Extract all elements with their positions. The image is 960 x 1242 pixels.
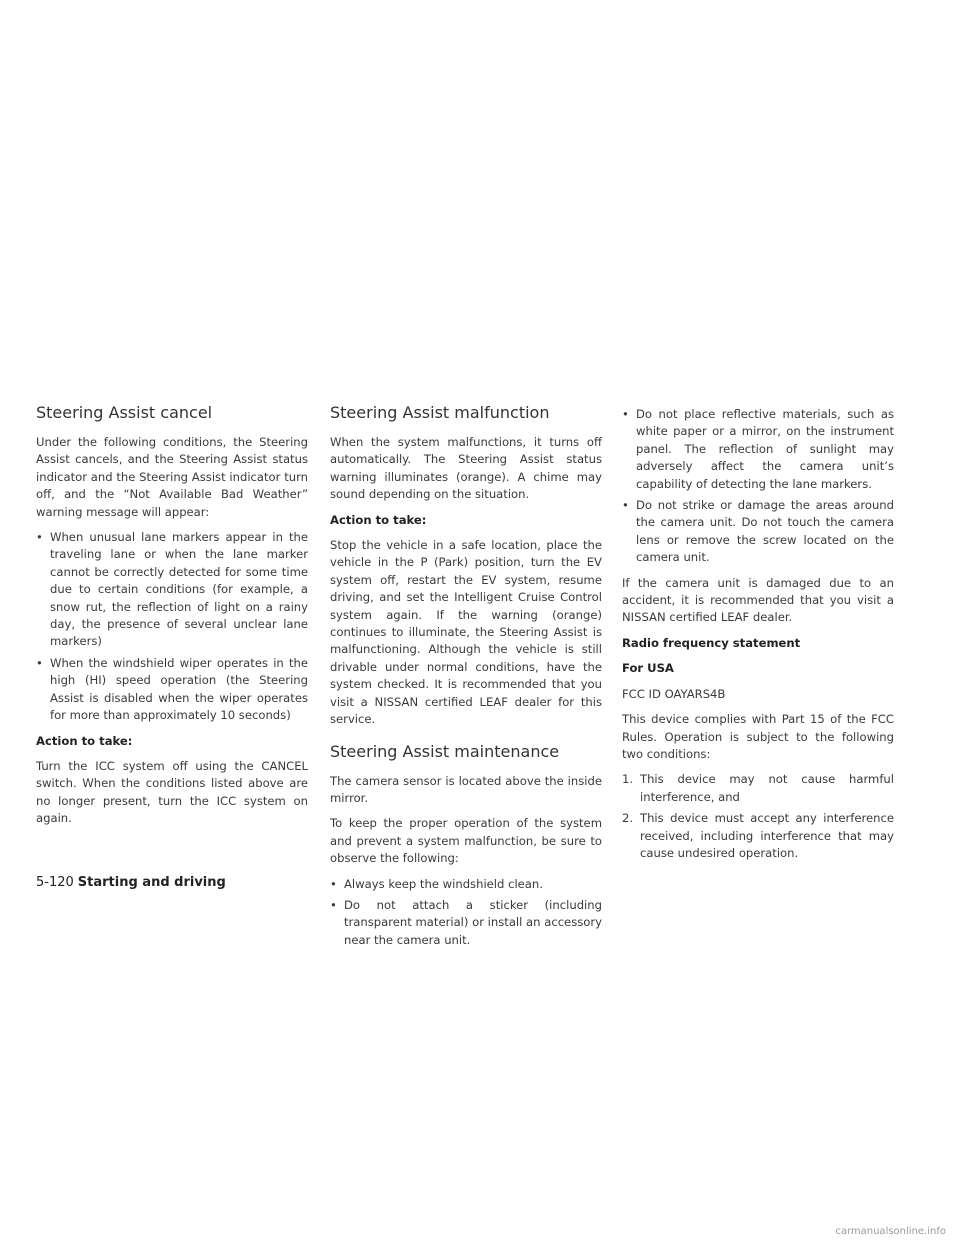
list-item: • Do not attach a sticker (including transparent material) or install an accessory near the camera unit. <box>330 897 602 947</box>
bullet-marker: • <box>36 655 43 670</box>
paragraph: Stop the vehicle in a safe location, place the vehicle in the P (Park) position, turn the EV system off, restart the EV system, resume driving, and set the Intelligent Cruise Control system again. If the warning (orange) continues to illuminate, the Steering Assist is malfunctioning. Although the vehicle is still drivable under normal conditions, have the system checked. It is recommended that you visit a NISSAN certified LEAF dealer for this service. <box>330 538 602 727</box>
radio-frequency-heading: Radio frequency statement <box>622 635 801 650</box>
fcc-id: FCC ID OAYARS4B <box>622 686 726 701</box>
action-label: Action to take: <box>36 733 133 748</box>
number-marker: 2. <box>622 811 634 826</box>
list-item: • Do not place reflective materials, such as white paper or a mirror, on the instrument panel. The reflection of sunlight may adversely affect the camera unit’s capability of detecting the lane markers. <box>622 407 894 491</box>
list-item: 1. This device may not cause harmful interference, and <box>622 772 894 804</box>
bullet-list <box>330 876 602 950</box>
bullet-marker: • <box>330 897 337 912</box>
page-footer <box>36 875 226 890</box>
paragraph: Under the following conditions, the Steering Assist cancels, and the Steering Assist status indicator and the Steering Assist indicator turn off, and the “Not Available Bad Weather” warning message will appear: <box>36 435 308 519</box>
page-number: 5-120 <box>36 875 74 890</box>
paragraph: If the camera unit is damaged due to an accident, it is recommended that you visit a NISSAN certified LEAF dealer. <box>622 575 894 625</box>
column-3 <box>622 406 894 870</box>
watermark: carmanualsonline.info <box>835 1226 946 1237</box>
bullet-marker: • <box>36 530 43 545</box>
list-item: 2. This device must accept any interference received, including interference that may cause undesired operation. <box>622 811 894 860</box>
bullet-marker: • <box>330 876 337 891</box>
column-1 <box>36 402 308 836</box>
section-heading-steering-assist-malfunction: Steering Assist malfunction <box>330 403 550 422</box>
number-marker: 1. <box>622 772 634 787</box>
bullet-marker: • <box>622 407 629 421</box>
bullet-marker: • <box>622 498 629 513</box>
list-item: • Do not strike or damage the areas around the camera unit. Do not touch the camera lens or remove the screw located on the camera unit. <box>622 498 894 565</box>
column-2 <box>330 402 602 957</box>
action-label: Action to take: <box>330 512 427 527</box>
paragraph: The camera sensor is located above the inside mirror. <box>330 773 602 805</box>
list-item: • When the windshield wiper operates in the high (HI) speed operation (the Steering Assist is disabled when the wiper operates for more than approximately 10 seconds) <box>36 655 308 723</box>
bullet-list <box>36 529 308 724</box>
list-item: • When unusual lane markers appear in the traveling lane or when the lane marker cannot be correctly detected for some time due to certain conditions (for example, a snow rut, the reflection of light on a rainy day, the presence of several unclear lane markers) <box>36 530 308 649</box>
numbered-list <box>622 771 894 862</box>
paragraph: When the system malfunctions, it turns off automatically. The Steering Assist status warning illuminates (orange). A chime may sound depending on the situation. <box>330 435 602 502</box>
section-heading-steering-assist-cancel: Steering Assist cancel <box>36 403 213 422</box>
list-item: • Always keep the windshield clean. <box>330 876 602 893</box>
section-title: Starting and driving <box>77 875 226 890</box>
paragraph: Turn the ICC system off using the CANCEL switch. When the conditions listed above are no longer present, turn the ICC system on again. <box>36 758 308 826</box>
bullet-list <box>622 406 894 567</box>
section-heading-steering-assist-maintenance: Steering Assist maintenance <box>330 741 560 761</box>
paragraph: To keep the proper operation of the system and prevent a system malfunction, be sure to observe the following: <box>330 816 602 866</box>
for-usa-heading: For USA <box>622 661 674 676</box>
paragraph: This device complies with Part 15 of the FCC Rules. Operation is subject to the following two conditions: <box>622 712 894 761</box>
